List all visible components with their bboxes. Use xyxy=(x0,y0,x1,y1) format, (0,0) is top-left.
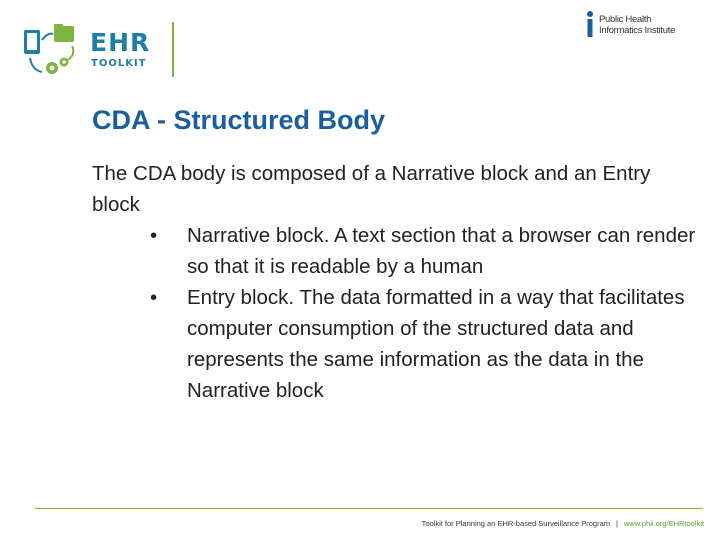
footer-separator: | xyxy=(616,519,618,528)
slide-body xyxy=(92,158,702,406)
bullet-list xyxy=(92,220,702,406)
phii-logo-line2: Informatics Institute xyxy=(599,25,676,36)
footer xyxy=(422,519,704,528)
slide-title: CDA - Structured Body xyxy=(92,105,386,135)
ehr-logo-subtitle: TOOLKIT xyxy=(91,58,147,69)
ehr-logo-wordmark: EHR xyxy=(90,28,151,57)
footer-divider xyxy=(35,508,703,509)
intro-paragraph: The CDA body is composed of a Narrative block and an Entry block xyxy=(92,162,651,216)
footer-url-link[interactable]: www.phii.org/EHRtoolkit xyxy=(623,519,704,528)
bullet-marker: • xyxy=(150,286,158,309)
bullet-text: Entry block. The data formatted in a way that facilitates computer consumption of the structured data and represents the same information as the data in the Narrative block xyxy=(187,286,685,402)
logo-divider xyxy=(172,22,174,77)
phii-logo-line1: Public Health xyxy=(599,14,652,25)
ehr-logo-icon xyxy=(22,22,84,78)
footer-program-name: Toolkit for Planning an EHR-based Surveillance Program xyxy=(421,519,611,528)
bullet-marker: • xyxy=(150,224,158,247)
list-item xyxy=(92,220,702,282)
list-item xyxy=(92,282,702,406)
bullet-text: Narrative block. A text section that a browser can render so that it is readable by a human xyxy=(187,224,696,278)
ehr-toolkit-logo xyxy=(22,20,192,82)
info-i-icon xyxy=(585,10,595,38)
phii-logo xyxy=(585,10,705,42)
